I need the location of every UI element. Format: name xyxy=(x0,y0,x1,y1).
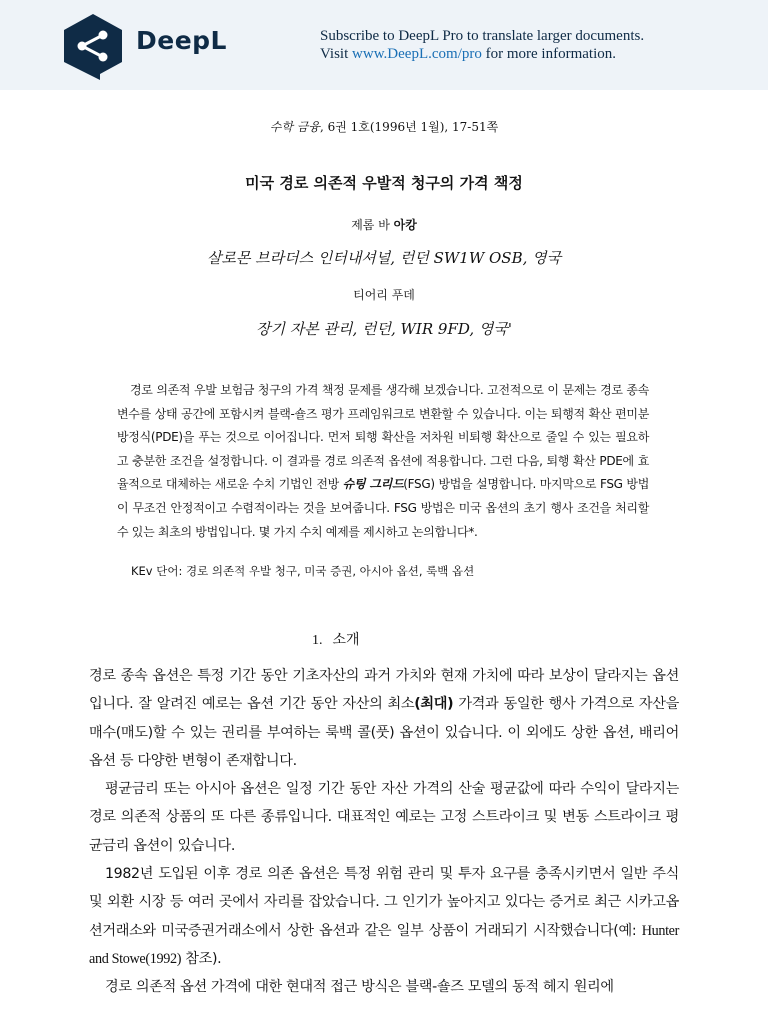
paragraph-4: 경로 의존적 옵션 가격에 대한 현대적 접근 방식은 블랙-숄즈 모델의 동적 헤지 원리에 xyxy=(105,979,614,996)
author-1: 제롬 바 아캉 xyxy=(351,218,417,232)
body-text xyxy=(89,662,679,1002)
affiliation-1: 살로몬 브라더스 인터내셔널, 런던 SW1W OSB, 영국 xyxy=(206,249,562,267)
deepl-banner xyxy=(0,0,768,90)
paragraph-1: 경로 종속 옵션은 특정 기간 동안 기초자산의 과거 가치와 현재 가치에 따라 보상이 달라지는 옵션입니다. 잘 알려진 예로는 옵션 기간 동안 자산의 최소(최대) 가격과 동일한 행사 가격으로 자산을 매수(매도)할 수 있는 권리를 부여하는 룩백 콜(풋) 옵션이 있습니다. 이 외에도 상한 옵션, 배리어 옵션 등 다양한 변형이 존재합니다. xyxy=(89,668,679,769)
affiliation-2: 장기 자본 관리, 런던, WIR 9FD, 영국' xyxy=(255,320,513,338)
section-heading: 1. 소개 xyxy=(312,632,360,648)
promo-line-1: Subscribe to DeepL Pro to translate larger documents. xyxy=(320,28,645,44)
deepl-logo-icon[interactable] xyxy=(60,12,126,80)
paper-title: 미국 경로 의존적 우발적 청구의 가격 책정 xyxy=(245,174,523,192)
journal-citation: 수학 금융, 6권 1호(1996년 1월), 17-51쪽 xyxy=(269,120,499,134)
author-2: 티어리 푸데 xyxy=(353,288,415,302)
paragraph-3: 1982년 도입된 이후 경로 의존 옵션은 특정 위험 관리 및 투자 요구를 충족시키면서 일반 주식 및 외환 시장 등 여러 곳에서 자리를 잡았습니다. 그 인기가 높아지고 있다는 증거로 최근 시카고옵션거래소와 미국증권거래소에서 상한 옵션과 같은 일부 상품이 거래되기 시작했습니다(예: Hunter and Stowe(1992) 참조). xyxy=(89,866,679,967)
promo-line-2: Visit www.DeepL.com/pro for more information. xyxy=(320,46,616,62)
abstract-emphasis: 슈팅 그리드 xyxy=(342,477,404,492)
paragraph-2: 평균금리 또는 아시아 옵션은 일정 기간 동안 자산 가격의 산술 평균값에 따라 수익이 달라지는 경로 의존적 상품의 또 다른 종류입니다. 대표적인 예로는 고정 스트라이크 및 변동 스트라이크 평균금리 옵션이 있습니다. xyxy=(89,781,679,854)
promo-message xyxy=(320,27,750,63)
deepl-pro-link[interactable]: www.DeepL.com/pro xyxy=(352,46,482,62)
abstract: 경로 의존적 우발 보험금 청구의 가격 책정 문제를 생각해 보겠습니다. 고전적으로 이 문제는 경로 종속 변수를 상태 공간에 포함시켜 블랙-숄즈 평가 프레임워크로 변환할 수 있습니다. 이는 퇴행적 확산 편미분 방정식(PDE)을 푸는 것으로 이어집니다. 먼저 퇴행 확산을 저차원 비퇴행 확산으로 줄일 수 있는 필요하고 충분한 조건을 설정합니다. 이 결과를 경로 의존적 옵션에 적용합니다. 그런 다음, 퇴행 확산 PDE에 효율적으로 대체하는 새로운 수치 기법인 전방 슈팅 그리드(FSG) 방법을 설명합니다. 마지막으로 FSG 방법이 무조건 안정적이고 수렴적이라는 것을 보여줍니다. FSG 방법은 미국 옵션의 초기 행사 조건을 처리할 수 있는 최초의 방법입니다. 몇 가지 수치 예제를 제시하고 논의합니다*. xyxy=(117,383,649,539)
deepl-brand-name: DeepL xyxy=(136,26,227,55)
keywords: KEv 단어: 경로 의존적 우발 청구, 미국 증권, 아시아 옵션, 룩백 옵션 xyxy=(131,564,475,578)
citation-reference: Hunter and Stowe(1992) xyxy=(89,922,679,967)
